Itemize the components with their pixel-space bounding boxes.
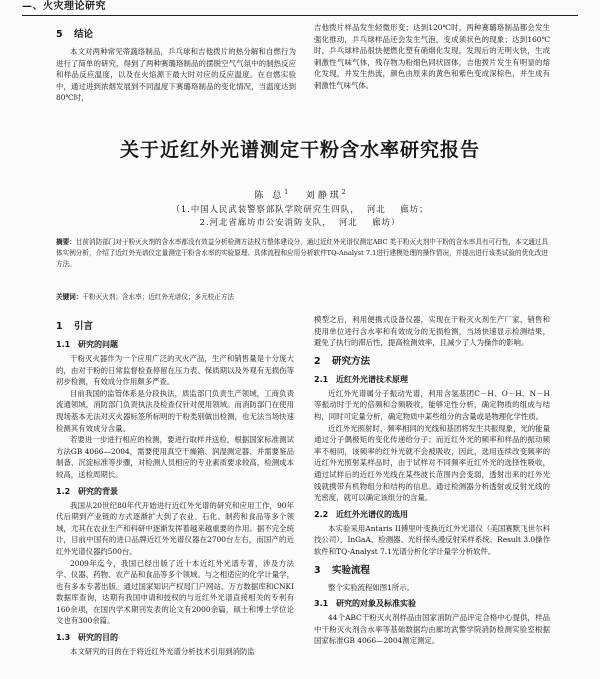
subsection-3-1-heading xyxy=(314,597,550,610)
subsection-2-1-title: 近红外光谱技术原理 xyxy=(336,374,408,384)
section-3-heading xyxy=(314,564,550,578)
paragraph: 2009年迄今，我国已经出版了近十本近红外光谱专著，涉及方法学、仪器、药物、农产品和食品等多个领域。与之相适应的化学计量学，也有多本专著出版。通过国家知识产权局门户网站、万方数据库和CNKI数据库查询，达期有我国申请和授权的与近红外光谱直接相关的专利有160余项，在国内学术期刊发表的论文有2000余篇，硕士和博士学位论文也有300余篇。 xyxy=(56,558,294,626)
paragraph: 近红外光谱属分子振动光谱，利用含氢基团C－H、O－H、N－H等振动时于光的倍频和合频吸收，能够定性分析，确定物质的组成与结构，同时可定量分析，确定物质中某些组分的含量或是物理化学性质。 xyxy=(314,388,550,421)
subsection-2-2-number: 2.2 xyxy=(314,509,329,519)
affiliation-1: （1.中国人民武装警察部队学院研究生四队， 河北 廊坊； xyxy=(171,204,429,214)
subsection-2-1-heading xyxy=(314,373,550,386)
subsection-3-1-number: 3.1 xyxy=(314,599,329,609)
author-line xyxy=(0,186,600,203)
keywords xyxy=(56,292,548,303)
paragraph: 干粉灭火器作为一个应用广泛的灭火产品，生产和销售量是十分庞大的，由对干粉的日常监督检查停留在压力表、保质期以及外观有无损伤等初步检测，有效成分作用颇多严查。 xyxy=(56,354,294,387)
section-3-title: 实验流程 xyxy=(332,564,371,576)
paragraph: 本实验采用Antaris II傅里叶变换近红外光谱仪（美国赛默飞世尔科技公司），InGaA、检测器、光纤探头漫反射采样系统、Result 3.0操作软件和TQ-Analyst 7.1光谱分析化学计量学分析软件。 xyxy=(314,523,550,556)
subsection-1-1-heading xyxy=(56,338,294,351)
subsection-1-3-heading xyxy=(56,631,294,644)
section-2-title: 研究方法 xyxy=(332,355,371,367)
body-right-column xyxy=(314,314,550,647)
subsection-1-2-number: 1.2 xyxy=(56,486,71,496)
conclusion-paragraph-right: 吉他拨片样品发生轻微形变；达到120℃时，两种赛璐珞制品都会发生强化推动，乒乓球样品还会发生气泡，变成须状色的现象；达到160℃时，乒乓球样品很快便燃化塑有硝烟化发现，发现后的无明火快，生成刺激性气味气体，残存物为粉细色同状固体，吉他拨片发生有明显的熔化发现，并发生热流，颜色由原来的黄色和紫色变成深棕色，并生成有刺激性气味气体。 xyxy=(314,23,550,90)
paragraph: 整个实验流程如图1所示。 xyxy=(328,582,415,592)
subsection-1-3-title: 研究的目的 xyxy=(78,633,118,643)
abstract-label: 摘要： xyxy=(56,238,76,246)
subsection-2-2-heading xyxy=(314,508,550,521)
keywords-label: 关键词： xyxy=(56,293,83,301)
body-left-column xyxy=(56,314,294,658)
paragraph: 近红外光照射时，频率相同的光线和基团将发生共振现象，光的能量通过分子偶极矩的变化传递给分子；而近红外光的频率和样品的振动频率不相同，该频率的红外光就不会被吸收，因此，选用连续改变频率的近红外光照射某样品时，由于试样对不同频率近红外光的选择性吸收，通过试样后的近红外光线在某些波长范围内会变弱，透射出来的红外光线就携带有机物组分和结构的信息。通过检测器分析透射或反射光线的光密度，就可以确定该组分的含量。 xyxy=(314,423,550,503)
paragraph: 我国从20世纪80年代开始进行近红外光谱的研究和应用工作，90年代后期到产业链的方式逐渐扩大到了农业、石化、制药和食品等多个领域，尤其在农业生产和科研中逐渐发挥着越来越重要的作用。据不完全统计，目前中国有的进口品牌近红外光谱仪器在2700台左右，而国产的近红外光谱仪器约500台。 xyxy=(56,500,294,556)
author-2: 刘静琪 xyxy=(305,191,342,201)
section-1-title: 引言 xyxy=(74,321,94,332)
conclusion-title: 结论 xyxy=(74,29,94,40)
subsection-1-2-heading xyxy=(56,485,294,498)
paragraph: 模型之后，利用便携式设备仪器，实现在干粉灭火剂生产厂家、销售和使用单位进行含水率和有效成分的无损检测，当场快速显示检测结果，避免了执行的滞后性，提高检测效率，且减少了人为操作的影响。 xyxy=(314,315,550,348)
subsection-3-1-title: 研究的对象及标准实验 xyxy=(336,599,416,609)
conclusion-heading xyxy=(56,28,296,42)
conclusion-paragraph-left: 本文对两种常见蒂蔬络制品，乒乓球和吉他拨片的热分解和自燃行为进行了简单的研究，得到了两种赛璐珞制品的摆脱空气气氛中的制热反应和样品反应温度，以及在火焰源下最大时对应的反应温度。在自燃实验中，通过进到浓烟发展到不同温度下赛璐珞制品的变化情况，当温度达到80℃时， xyxy=(56,47,296,103)
paragraph: 若要进一步进行相应的检测，要进行取样并送检，根据国家标准测试方法GB 4066—2004，需要使用真空干燥箱、润湿测定器、并需要鉴品制备、沉淀标准等步骤，对检测人员相应的专业素质要求较高，检测成本较高，送检周期长。 xyxy=(56,435,294,479)
author-1-affil-mark: 1 xyxy=(284,189,289,196)
affiliations xyxy=(0,203,600,229)
paragraph: 目前我国的监管体系是分段执法，质监部门负责生产领域，工商负责流通领域，消防部门负责执法及检查仅针对使用领域。而消防部门在使用现场基本无法对灭火器标签所标明的干粉类别做出检测，也无法当场快速检测其有效成分含量。 xyxy=(56,388,294,433)
section-1-heading xyxy=(56,320,294,334)
subsection-2-2-title: 近红外光谱仪的选用 xyxy=(336,509,408,519)
subsection-1-1-number: 1.1 xyxy=(56,340,71,349)
running-header: —、火灾理论研究 xyxy=(22,0,578,16)
paragraph: 44个ABC干粉灭火剂样品由国家消防产品评定合格中心提供，样品中干粉灭火剂含水率等基础数据均由廊坊武警学院消防检测实验室根据国家标准GB 4066—2004测定测定。 xyxy=(314,613,550,646)
conclusion-right-column xyxy=(314,22,550,92)
abstract-text: 目前消防部门对于粉灭火剂的含水率都没有效益分析检测方法权方整体建设分，通过近红外光谱仪测定ABC 类干粉灭火剂中干粉的含水率具有可行性，本文通过具体实例分析，介绍了近红外光谱仪定量测定干粉含水率的实验原理、具体流程和应用分析软件TQ-Analyst 7.1进行建模处理的操作情况，并提出进行该类试验的优化改进方法。 xyxy=(56,238,548,268)
section-1-number: 1 xyxy=(56,321,63,332)
paragraph: 本文研究的目的在于将近红外光谱分析技术引用到消防监 xyxy=(70,647,255,657)
subsection-2-1-number: 2.1 xyxy=(314,374,329,384)
keywords-text: 干粉灭火剂；含水率；近红外光谱仪；多元校正方法 xyxy=(82,293,235,301)
section-2-number: 2 xyxy=(314,355,321,367)
affiliation-2: 2.河北省廊坊市公安消防支队， 河北 廊坊） xyxy=(199,217,401,227)
subsection-1-1-title: 研究的问题 xyxy=(78,340,118,349)
author-2-affil-mark: 2 xyxy=(341,189,346,196)
paper-title: 关于近红外光谱测定干粉含水率研究报告 xyxy=(119,139,480,161)
conclusion-number: 5 xyxy=(56,29,63,40)
section-3-number: 3 xyxy=(314,564,321,576)
section-2-heading xyxy=(314,355,550,369)
subsection-1-2-title: 研究的背景 xyxy=(78,486,118,496)
subsection-1-3-number: 1.3 xyxy=(56,633,71,643)
abstract xyxy=(56,237,548,270)
conclusion-left-column xyxy=(56,22,296,104)
author-1: 陈 总 xyxy=(254,191,285,201)
